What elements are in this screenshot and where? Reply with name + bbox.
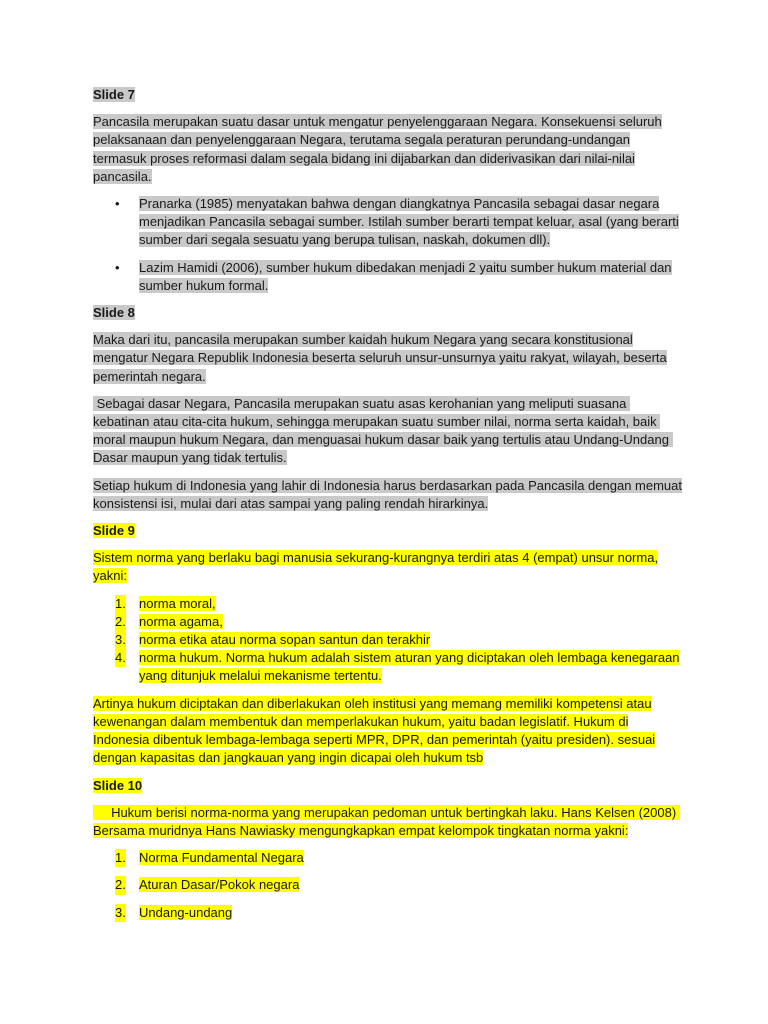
list-item	[93, 595, 683, 613]
list-item	[93, 631, 683, 649]
paragraph-text: Setiap hukum di Indonesia yang lahir di Indonesia harus berdasarkan pada Pancasila dengan memuat konsistensi isi, mulai dari atas sampai yang paling rendah hirarkinya.	[93, 477, 682, 511]
bullet-text: Lazim Hamidi (2006), sumber hukum dibedakan menjadi 2 yaitu sumber hukum material dan sumber hukum formal.	[139, 259, 672, 293]
bullet-marker: •	[115, 196, 120, 212]
list-number: 2.	[115, 613, 126, 631]
list-item-text: norma moral,	[139, 595, 216, 611]
list-item-text: Norma Fundamental Negara	[139, 850, 304, 866]
slide-7-heading	[93, 86, 683, 104]
list-item	[93, 613, 683, 631]
slide-8-title: Slide 8	[93, 305, 135, 321]
list-item-text: norma hukum. Norma hukum adalah sistem aturan yang diciptakan oleh lembaga kenegaraan yang ditunjuk melalui mekanisme tertentu.	[139, 650, 680, 684]
paragraph-text: Sebagai dasar Negara, Pancasila merupakan suatu asas kerohanian yang meliputi suasana kebatinan atau cita-cita hukum, sehingga merupakan suatu sumber nilai, norma serta kaidah, baik moral maupun hukum Negara, dan menguasai hukum dasar baik yang tertulis atau Undang-Undang Dasar maupun yang tidak tertulis.	[93, 395, 673, 466]
list-item-text: Aturan Dasar/Pokok negara	[139, 877, 300, 893]
slide-7-bullet-list	[93, 195, 683, 295]
list-item-text: Undang-undang	[139, 904, 233, 920]
slide-9-heading	[93, 522, 683, 540]
slide-8-paragraph-2	[93, 395, 683, 468]
list-item	[93, 649, 683, 685]
slide-8-paragraph-1	[93, 331, 683, 386]
list-item	[93, 904, 683, 922]
bullet-marker: •	[115, 259, 120, 275]
slide-9-paragraph-2	[93, 695, 683, 768]
paragraph-text: Artinya hukum diciptakan dan diberlakukan oleh institusi yang memang memiliki kompetensi atau kewenangan dalam membentuk dan memperlakukan hukum, yaitu badan legislatif. Hukum di Indonesia dibentuk lembaga-lembaga seperti MPR, DPR, dan pemerintah (yaitu presiden). sesuai dengan kapasitas dan jangkauan yang ingin dicapai oleh hukum tsb	[93, 695, 656, 766]
bullet-text: Pranarka (1985) menyatakan bahwa dengan diangkatnya Pancasila sebagai dasar negara menjadikan Pancasila sebagai sumber. Istilah sumber berarti tempat keluar, asal (yang berarti sumber dari segala sesuatu yang berupa tulisan, naskah, dokumen dll).	[139, 196, 679, 248]
list-item	[93, 195, 683, 250]
slide-10-numbered-list	[93, 849, 683, 922]
list-number: 3.	[115, 904, 126, 922]
list-number: 4.	[115, 649, 126, 667]
paragraph-text: Maka dari itu, pancasila merupakan sumber kaidah hukum Negara yang secara konstitusional mengatur Negara Republik Indonesia beserta seluruh unsur-unsurnya yaitu rakyat, wilayah, beserta pemerintah negara.	[93, 332, 667, 384]
slide-7-title: Slide 7	[93, 87, 135, 102]
paragraph-text: Sistem norma yang berlaku bagi manusia sekurang-kurangnya terdiri atas 4 (empat) unsur norma, yakni:	[93, 550, 659, 584]
list-item-text: norma etika atau norma sopan santun dan terakhir	[139, 632, 431, 648]
slide-8-paragraph-3	[93, 477, 683, 513]
slide-8-heading	[93, 304, 683, 322]
paragraph-text: Hukum berisi norma-norma yang merupakan pedoman untuk bertingkah laku. Hans Kelsen (2008) Bersama muridnya Hans Nawiasky mengungkapkan empat kelompok tingkatan norma yakni:	[93, 804, 680, 838]
list-item	[93, 259, 683, 295]
list-item-text: norma agama,	[139, 613, 223, 629]
document-page	[93, 86, 683, 931]
list-number: 3.	[115, 631, 126, 649]
slide-7-paragraph-text: Pancasila merupakan suatu dasar untuk mengatur penyelenggaraan Negara. Konsekuensi seluruh pelaksanaan dan penyelenggaraan Negara, terutama segala peraturan perundang-undangan termasuk proses reformasi dalam segala bidang ini dijabarkan dan diderivasikan dari nilai-nilai pancasila.	[93, 114, 662, 184]
list-number: 1.	[115, 849, 126, 867]
list-item	[93, 876, 683, 894]
list-number: 2.	[115, 876, 126, 894]
slide-9-paragraph-1	[93, 549, 683, 585]
slide-7-paragraph	[93, 113, 683, 186]
slide-10-heading	[93, 777, 683, 795]
list-item	[93, 849, 683, 867]
list-number: 1.	[115, 595, 126, 613]
slide-10-paragraph-1	[93, 804, 683, 840]
slide-9-numbered-list	[93, 595, 683, 686]
slide-9-title: Slide 9	[93, 523, 135, 539]
slide-10-title: Slide 10	[93, 777, 143, 793]
